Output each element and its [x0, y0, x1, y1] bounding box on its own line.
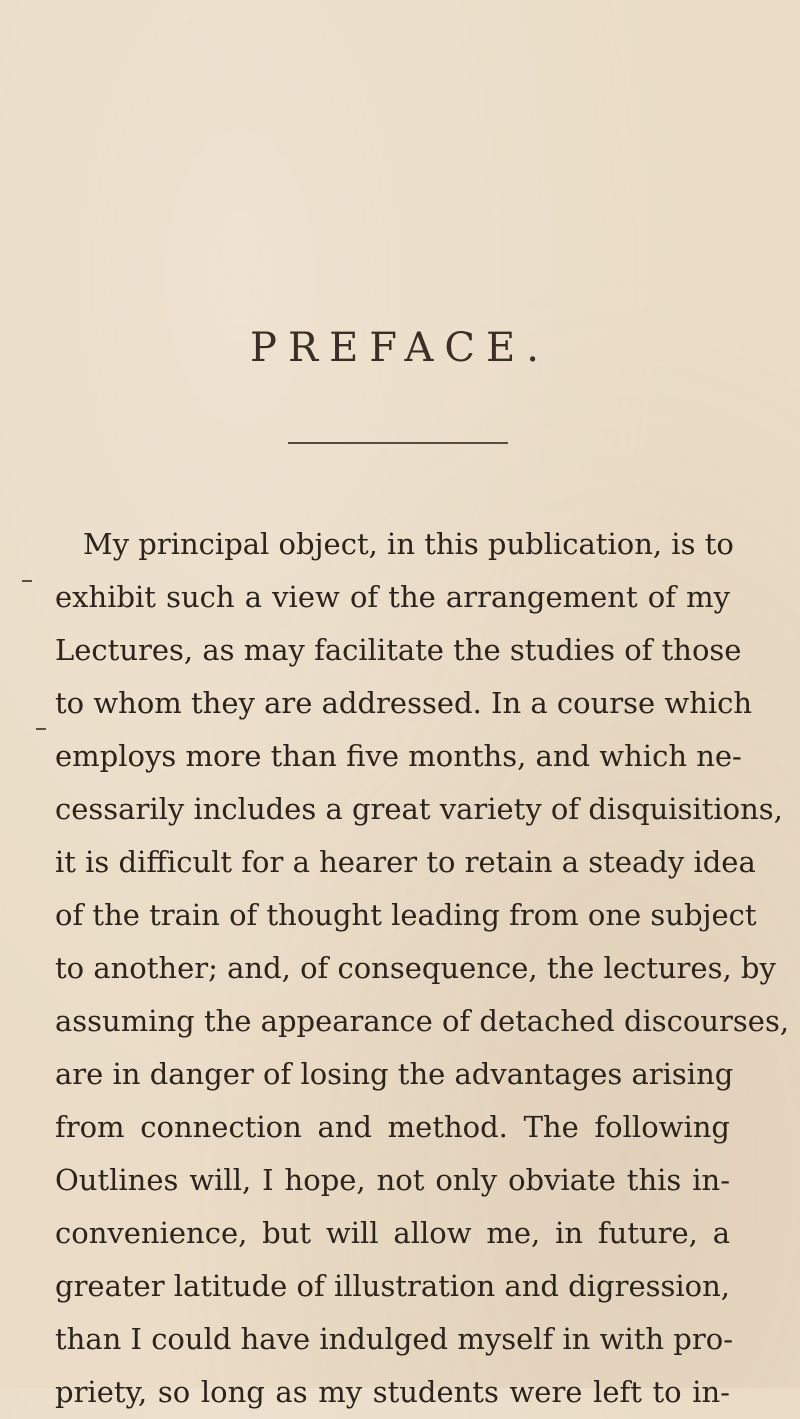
margin-mark: [36, 728, 46, 730]
text-line: to whom they are addressed. In a course which: [55, 686, 753, 720]
text-line: to another; and, of consequence, the lectures, by: [55, 951, 776, 985]
text-line: are in danger of losing the advantages arising: [55, 1057, 734, 1091]
text-line: convenience, but will allow me, in future, a: [55, 1216, 730, 1250]
text-line: Lectures, as may facilitate the studies of those: [55, 633, 742, 667]
text-line: exhibit such a view of the arrangement of my: [55, 580, 730, 614]
text-line: priety, so long as my students were left to in-: [55, 1375, 730, 1409]
preface-paragraph: [55, 518, 790, 1419]
text-line: of the train of thought leading from one subject: [55, 898, 757, 932]
text-line: than I could have indulged myself in with pro-: [55, 1322, 733, 1356]
margin-mark: [22, 580, 32, 582]
text-line: My principal object, in this publication, is to: [83, 527, 734, 561]
page-title: PREFACE.: [250, 325, 550, 371]
text-line: greater latitude of illustration and digression,: [55, 1269, 731, 1303]
text-line: cessarily includes a great variety of disquisitions,: [55, 792, 783, 826]
text-line: employs more than five months, and which ne-: [55, 739, 742, 773]
title-divider: [288, 442, 508, 444]
text-line: assuming the appearance of detached discourses,: [55, 1004, 790, 1038]
text-line: it is difficult for a hearer to retain a steady idea: [55, 845, 756, 879]
text-line: from connection and method. The following: [55, 1110, 730, 1144]
text-line: Outlines will, I hope, not only obviate this in-: [55, 1163, 730, 1197]
